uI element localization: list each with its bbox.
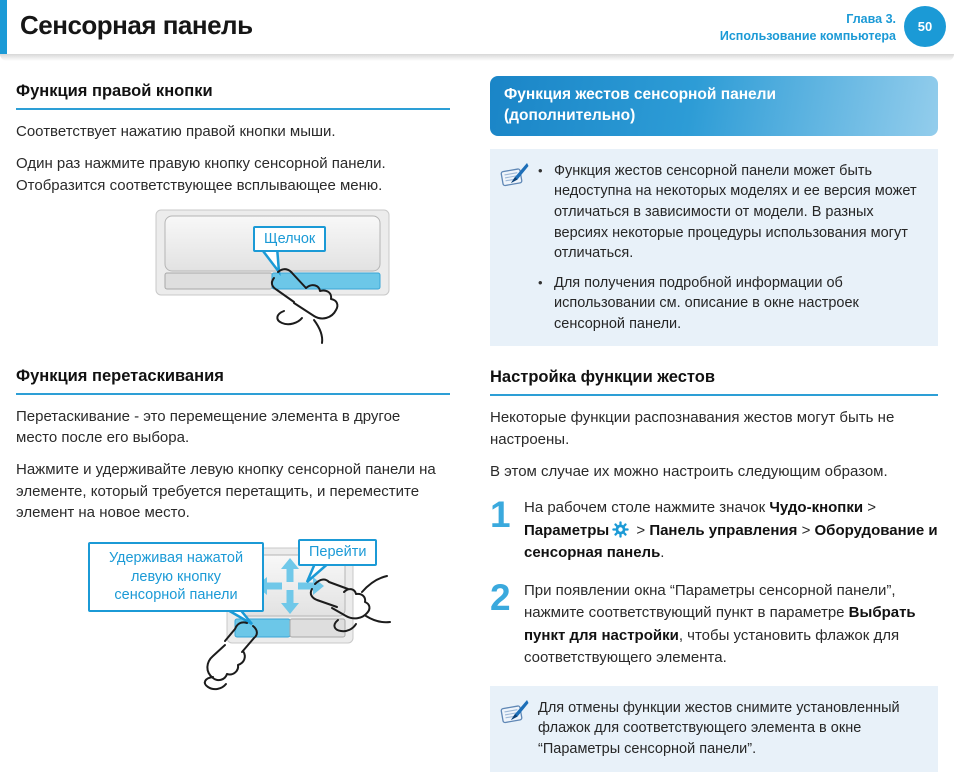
paragraph: Некоторые функции распознавания жестов могут быть не настроены. — [490, 409, 895, 448]
paragraph: Соответствует нажатию правой кнопки мыши. — [16, 123, 336, 140]
step-number: 2 — [490, 576, 511, 618]
bullet-icon: • — [538, 162, 543, 178]
paragraph: Перетаскивание - это перемещение элемента в другое место после его выбора. — [16, 407, 401, 447]
step-text — [524, 580, 938, 670]
section-heading-right-button: Функция правой кнопки — [16, 76, 450, 110]
note-box — [490, 686, 938, 772]
banner-line1: Функция жестов сенсорной панели — [504, 86, 777, 103]
paragraph: Нажмите и удерживайте левую кнопку сенсорной панели на элементе, который требуется перетащить, и переместите элемент на новое место. — [16, 461, 436, 522]
chapter-line2: Использование компьютера — [719, 28, 896, 43]
page-number-badge — [904, 6, 946, 47]
gear-icon — [612, 521, 629, 538]
gesture-banner — [490, 76, 938, 136]
paragraph: Один раз нажмите правую кнопку сенсорной панели. Отобразится соответствующее всплывающее меню. — [16, 155, 386, 194]
right-button-highlight — [272, 273, 380, 289]
note-box — [490, 149, 938, 347]
section-heading-drag: Функция перетаскивания — [16, 361, 450, 395]
page-header — [0, 0, 954, 54]
paragraph: В этом случае их можно настроить следующим образом. — [490, 463, 888, 481]
touchpad-drag-illustration — [16, 534, 450, 688]
left-column — [16, 70, 450, 688]
accent-bar — [0, 0, 7, 54]
step-2 — [490, 576, 938, 670]
banner-line2: (дополнительно) — [504, 106, 636, 124]
callout-hold: Удерживая нажатой левую кнопку сенсорной панели — [88, 542, 264, 612]
step-number: 1 — [490, 494, 511, 536]
step-text-part: > — [863, 499, 877, 517]
step-text-part: . — [660, 544, 665, 562]
note-text: Для отмены функции жестов снимите установленный флажок для соответствующего элемента в окне “Параметры сенсорной панели”. — [538, 699, 900, 758]
left-button — [165, 273, 272, 289]
note-icon — [500, 161, 530, 189]
step-text-part: При появлении окна “Параметры сенсорной панели”, нажмите соответствующий пункт в параметре — [524, 581, 896, 622]
step-1 — [490, 494, 938, 565]
step-text-part: , чтобы установить флажок для соответствующего элемента. — [524, 626, 900, 667]
bullet-icon: • — [538, 274, 543, 290]
chapter-label — [720, 11, 896, 45]
step-text-part: На рабочем столе нажмите значок — [524, 499, 770, 517]
chapter-line1: Глава 3. — [846, 12, 896, 26]
section-heading-gesture-setup: Настройка функции жестов — [490, 362, 938, 396]
note-bullet-text: Для получения подробной информации об использовании см. описание в окне настроек сенсорной панели. — [554, 274, 859, 332]
note-icon — [500, 698, 530, 726]
step-text-part: > — [797, 521, 815, 539]
callout-move: Перейти — [298, 539, 377, 566]
step-text-bold: Панель управления — [649, 521, 798, 539]
step-text-bold: Оборудование и сенсорная панель — [524, 521, 938, 562]
step-text-part: > — [632, 521, 650, 539]
page-number: 50 — [917, 19, 933, 34]
page-title: Сенсорная панель — [20, 10, 253, 40]
step-text-bold: Выбрать пункт для настройки — [524, 604, 916, 644]
callout-click: Щелчок — [253, 226, 326, 253]
list-item — [538, 273, 926, 335]
step-text — [524, 497, 938, 565]
step-text-bold: Параметры — [524, 521, 610, 539]
right-column — [490, 74, 938, 772]
note-content — [538, 161, 926, 335]
touchpad-right-click-illustration — [16, 207, 450, 347]
step-text-bold: Чудо-кнопки — [769, 499, 864, 517]
header-shadow — [0, 54, 954, 61]
note-bullet-text: Функция жестов сенсорной панели может быть недоступна на некоторых моделях и ее версия может отличаться в зависимости от модели. В разных версиях некоторые процедуры использования могут отличаться. — [554, 162, 917, 262]
list-item — [538, 161, 926, 264]
touchpad-scene — [16, 207, 450, 347]
